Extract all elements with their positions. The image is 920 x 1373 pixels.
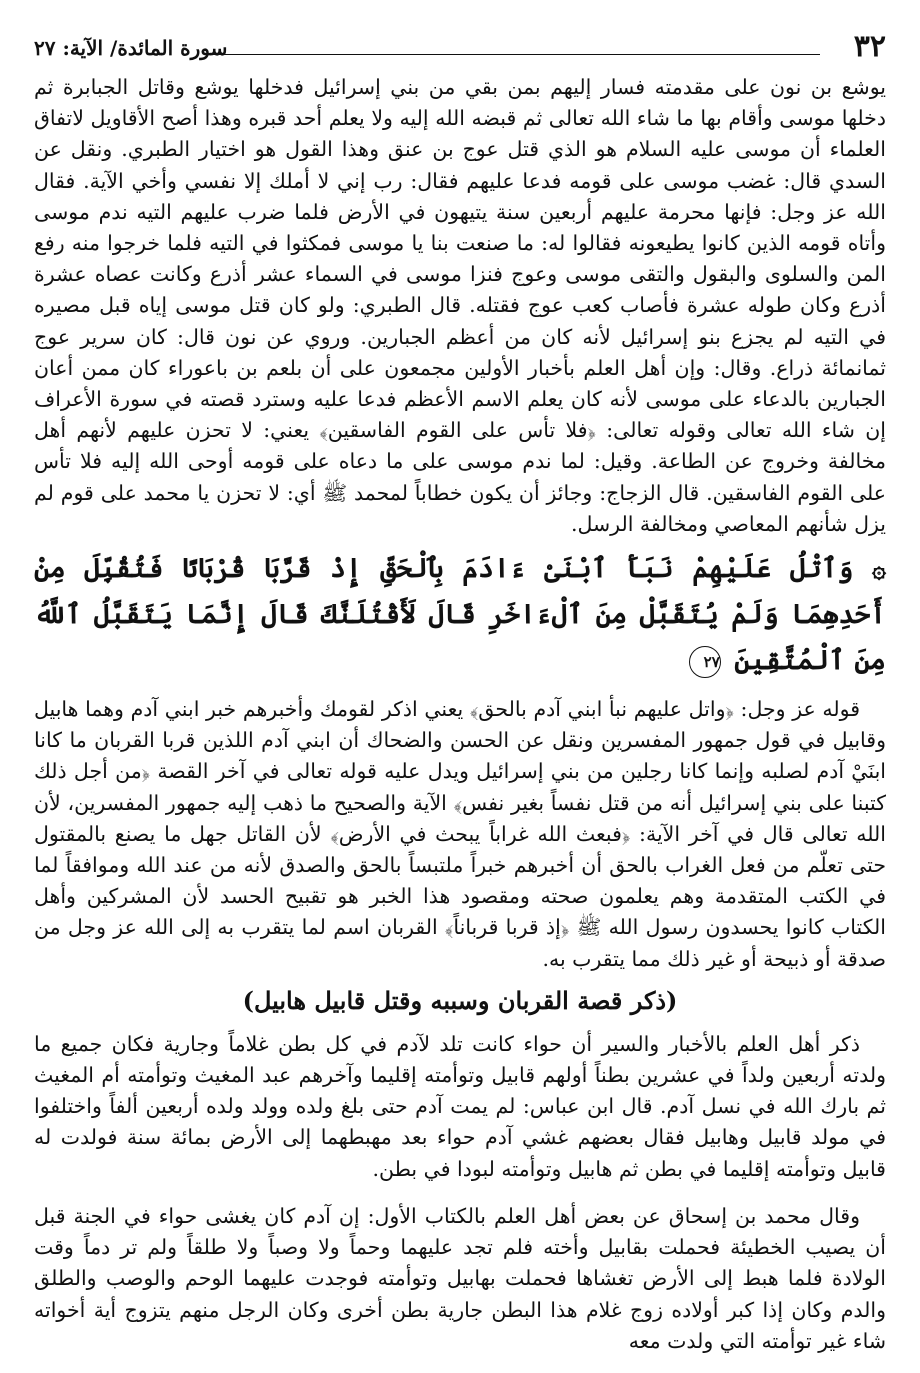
page-header bbox=[34, 28, 886, 72]
commentary-block-3 bbox=[34, 1029, 886, 1185]
paragraph-gap bbox=[34, 1191, 886, 1201]
commentary-block-2 bbox=[34, 694, 886, 975]
quran-verse bbox=[34, 546, 886, 684]
verse-text: وَٱتْلُ عَلَيْهِمْ نَبَأَ ٱبْنَىْ ءَادَمَ بِٱلْحَقِّ إِذْ قَرَّبَا قُرْبَانًا فَتُقُبِّلَ مِنْ أَحَدِهِمَا وَلَمْ يُتَقَبَّلْ مِنَ ٱلْءَاخَرِ قَالَ لَأَقْتُلَنَّكَ قَالَ إِنَّمَا يَتَقَبَّلُ ٱللَّهُ مِنَ ٱلْمُتَّقِينَ bbox=[34, 553, 886, 677]
paragraph: يوشع بن نون على مقدمته فسار إليهم بمن بقي من بني إسرائيل فدخلها يوشع وقاتل الجبابرة ثم دخلها موسى وأقام بها ما شاء الله تعالى ثم قبضه الله إليه ولا يعلم أحد قبره وهذا أصح الأقاويل لاتفاق العلماء أن موسى عليه السلام هو الذي قتل عوج بن عنق وهذا القول هو اختيار الطبري. ونقل عن السدي قال: غضب موسى على قومه فدعا عليهم فقال: رب إني لا أملك إلا نفسي وأخي الآية. فقال الله عز وجل: فإنها محرمة عليهم أربعين سنة يتيهون في الأرض فلما ضرب عليهم التيه ندم موسى وأتاه قومه الذين كانوا يطيعونه فقالوا له: ما صنعت بنا يا موسى فمكثوا في التيه فلما خرجوا منه رفع المن والسلوى والبقول والتقى موسى وعوج فنزا موسى في السماء عشر أذرع وكانت عصاه عشرة أذرع وكان طوله عشرة فأصاب كعب عوج فقتله. قال الطبري: ولو كان قتل موسى إياه قبل مصيره في التيه لم يجزع بنو إسرائيل لأنه كان من أعظم الجبارين. وروي عن نون قال: كان سرير عوج ثمانمائة ذراع. وقال: وإن أهل العلم بأخبار الأولين مجمعون على أن بلعم بن باعوراء كان ممن أعان الجبارين بالدعاء على موسى لأنه كان يعلم الاسم الأعظم فدعا عليه وسترد قصته في سورة الأعراف إن شاء الله تعالى وقوله تعالى: ﴿فلا تأس على القوم الفاسقين﴾ يعني: لا تحزن عليهم لأنهم أهل مخالفة وخروج عن الطاعة. وقيل: لما ندم موسى على ما دعاه على قومه أوحى الله إليه فلا تأس على القوم الفاسقين. قال الزجاج: وجائز أن يكون خطاباً لمحمد ﷺ أي: لا تحزن يا محمد على قوم لم يزل شأنهم المعاصي ومخالفة الرسل. bbox=[34, 75, 886, 536]
paragraph: قوله عز وجل: ﴿واتل عليهم نبأ ابني آدم بالحق﴾ يعني اذكر لقومك وأخبرهم خبر ابني آدم وهما هابيل وقابيل في قول جمهور المفسرين ونقل عن الحسن والضحاك أن ابني آدم اللذين قربا القربان ما كانا ابنَيْ آدم لصلبه وإنما كانا رجلين من بني إسرائيل ويدل عليه قوله تعالى في آخر القصة ﴿من أجل ذلك كتبنا على بني إسرائيل أنه من قتل نفساً بغير نفس﴾ الآية والصحيح ما ذهب إليه جمهور المفسرين، لأن الله تعالى قال في آخر الآية: ﴿فبعث الله غراباً يبحث في الأرض﴾ لأن القاتل جهل ما يصنع بالمقتول حتى تعلّم من فعل الغراب بالحق أن أخبرهم خبراً ملتبساً بالحق والصدق لأنه من عند الله وموافقاً لما في الكتب المتقدمة وهم يعلمون صحته ومقصود هذا الخبر هو تقبيح الحسد لأن المشركين وأهل الكتاب كانوا يحسدون رسول الله ﷺ ﴿إذ قربا قرباناً﴾ القربان اسم لما يتقرب به إلى الله عز وجل من صدقة أو ذبيحة أو غير ذلك مما يتقرب به. bbox=[34, 697, 886, 971]
page-number: ٣٢ bbox=[853, 29, 886, 64]
verse-number-badge: ٢٧ bbox=[689, 646, 721, 678]
section-heading: (ذكر قصة القربان وسببه وقتل قابيل هابيل) bbox=[242, 985, 678, 1015]
running-head: سورة المائدة/ الآية: ٢٧ bbox=[34, 36, 228, 60]
header-rule bbox=[204, 54, 820, 55]
commentary-block-1 bbox=[34, 72, 886, 540]
paragraph: ذكر أهل العلم بالأخبار والسير أن حواء كانت تلد لآدم في كل بطن غلاماً وجارية فكان جميع ما ولدته أربعين ولداً في عشرين بطناً أولهم قابيل وتوأمته إقليما وآخرهم عبد المغيث وتوأمته أم المغيث ثم بارك الله في نسل آدم. قال ابن عباس: لم يمت آدم حتى بلغ ولده وولد ولده أربعين ألفاً واختلفوا في مولد قابيل وهابيل فقال بعضهم غشي آدم حواء بعد مهبطهما إلى الأرض بمائة سنة فولدت له قابيل وتوأمته إقليما في بطن ثم هابيل وتوأمته لبودا في بطن. bbox=[34, 1031, 886, 1181]
verse-start-mark-icon: ۞ bbox=[871, 554, 887, 584]
paragraph: وقال محمد بن إسحاق عن بعض أهل العلم بالكتاب الأول: إن آدم كان يغشى حواء في الجنة قبل أن يصيب الخطيئة فحملت بقابيل وأخته فلم تجد عليهما وحماً ولا وصباً ولا طلقاً ولم تر دماً وقت الولادة فلما هبط إلى الأرض تغشاها فحملت بهابيل وتوأمته فوجدت عليهما الوحم والوصب والطلق والدم وكان إذا كبر أولاده زوج غلام هذا البطن جارية بطن أخرى وكان الرجل منهم يتزوج أية أخواته شاء غير توأمته التي ولدت معه bbox=[34, 1203, 886, 1353]
commentary-block-4 bbox=[34, 1201, 886, 1357]
book-page bbox=[34, 28, 886, 1358]
